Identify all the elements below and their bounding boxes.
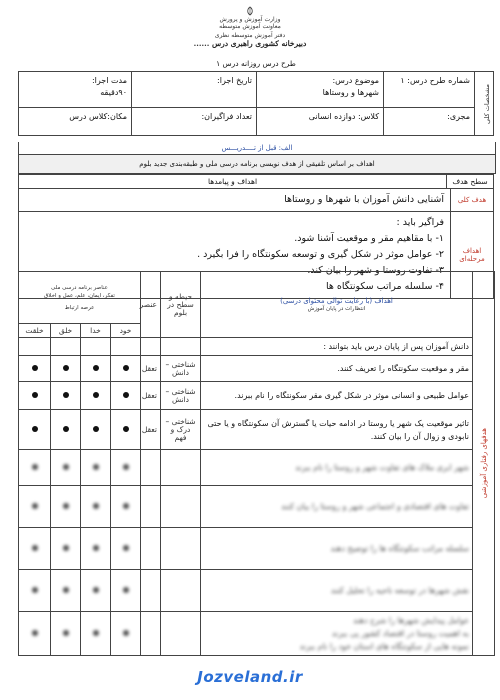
dim-mark: [81, 356, 111, 382]
blurred-line: عوامل پیدایش شهرها را شرح دهند: [353, 616, 469, 625]
header-office: دفتر آموزش متوسطه نظری: [214, 32, 286, 39]
bullet-dot-icon: [63, 365, 69, 371]
behavior-row-element: تعقل: [141, 356, 161, 382]
stage-goals-intro: فراگیر باید :: [396, 217, 444, 228]
grade-cell: [257, 108, 384, 136]
objectives-header: اهداف بر اساس تلفیقی از هدف نویسی برنامه درسی ملی و طبقه‌بندی جدید بلوم: [18, 155, 496, 174]
element-col-header: عنصر: [141, 272, 161, 338]
executor-label: مجری:: [447, 112, 470, 121]
target-level-label: سطح هدف: [447, 175, 494, 189]
behavioral-side-label: هدفهای رفتاری آموزشی: [479, 428, 488, 499]
behavior-row-element: تعقل: [141, 410, 161, 450]
objectives-col-header: [201, 272, 473, 338]
topic-label: موضوع درس:: [332, 76, 379, 85]
dim-mark: [19, 410, 51, 450]
bullet-dot-icon: [93, 392, 99, 398]
behavior-row-domain: شناختی – دانش: [161, 356, 201, 382]
dim-mark: [111, 356, 141, 382]
general-info-table: [18, 71, 494, 136]
duration-label: مدت اجرا:: [91, 76, 127, 85]
dim-self: خود: [111, 324, 141, 338]
stage-goal-item: ۲- عوامل موثر در شکل گیری و توسعه سکونتگاه را فرا بگیرد .: [197, 249, 444, 260]
dim-mark: [19, 382, 51, 410]
duration-cell: [19, 72, 132, 108]
behavior-row-text: تاثیر موقعیت یک شهر یا روستا در ادامه حیات یا گسترش آن سکونتگاه و یا حتی نابودی و زوال آن را بیان کنند.: [201, 410, 473, 450]
stage-goal-item: ۱- با مقاهیم مقر و موقعیت آشنا شود.: [294, 233, 444, 244]
dim-mark: [81, 410, 111, 450]
overall-goal-text: آشنایی دانش آموزان با شهرها و روستاها: [19, 189, 451, 212]
dim-mark: [111, 382, 141, 410]
dim-creation: خلقت: [19, 324, 51, 338]
goals-outcomes-label: اهداف و پیامدها: [19, 175, 447, 189]
dim-mark: [51, 410, 81, 450]
objectives-col-subtitle: انتظارات در پایان آموزش: [307, 305, 366, 312]
participants-label: تعداد فراگیران:: [201, 112, 252, 121]
stage-goal-item: ۴- سلسله مراتب سکونتگاه ها: [325, 281, 444, 292]
duration-value: ۹۰دقیقه: [100, 88, 127, 97]
bullet-dot-icon: [123, 426, 129, 432]
topic-value: شهرها و روستاها: [322, 88, 379, 97]
plan-title: طرح درس روزانه درس ۱: [216, 59, 296, 68]
place-cell: [19, 108, 132, 136]
site-watermark: Jozveland.ir: [197, 668, 303, 686]
national-col-header: [19, 272, 141, 324]
dim-mark: [81, 382, 111, 410]
date-label: تاریخ اجرا:: [217, 76, 252, 85]
national-col-title: عناصر برنامه درسی ملی: [51, 284, 108, 291]
behavioral-side: [473, 272, 495, 656]
blurred-line: به اهمیت روستا در اقتصاد کشور پی ببرند: [331, 629, 469, 638]
overall-goal-label: هدف کلی: [451, 189, 494, 212]
topic-cell: [257, 72, 384, 108]
dim-god: خدا: [81, 324, 111, 338]
dim-mark: [19, 356, 51, 382]
bullet-dot-icon: [63, 392, 69, 398]
place-label: مکان:کلاس درس: [69, 112, 127, 121]
bullet-dot-icon: [32, 365, 38, 371]
general-info-label: مشخصات کلی: [483, 83, 491, 124]
blurred-row-text: تفاوت های اقتصادی و اجتماعی شهر و روستا را بیان کنند: [201, 486, 473, 528]
bullet-dot-icon: [63, 426, 69, 432]
dim-people: خلق: [51, 324, 81, 338]
date-cell: [132, 72, 257, 108]
document-page: [6, 4, 494, 696]
participants-cell: [132, 108, 257, 136]
plan-number: شماره طرح درس: ۱: [400, 76, 470, 85]
stage-goal-item: ۳- تفاوت روستا و شهر را بیان کند.: [307, 265, 444, 276]
dim-mark: [111, 410, 141, 450]
document-header: [6, 4, 494, 56]
national-col-area: عرصه ارتباط: [64, 304, 95, 311]
blurred-row-text: سلسله مراتب سکونتگاه ها را توضیح دهند: [201, 528, 473, 570]
blurred-row-text: نقش شهرها در توسعه ناحیه را تحلیل کنند: [201, 570, 473, 612]
stage-goals-label: اهداف مرحله‌ای: [451, 212, 494, 299]
header-deputy: معاونت آموزش متوسطه: [219, 23, 281, 30]
dim-mark: [51, 382, 81, 410]
national-col-subtitle: تفکر، ایمان، علم، عمل و اخلاق: [44, 292, 115, 299]
general-info-side: [475, 72, 494, 136]
section-before-teaching: الف: قبل از تــــدریـــس: [18, 142, 496, 155]
bullet-dot-icon: [32, 392, 38, 398]
behavioral-objectives-table: [18, 271, 495, 656]
header-secretariat: دبیرخانه کشوری راهبری درس ......: [193, 39, 307, 48]
behavior-row-element: تعقل: [141, 382, 161, 410]
behavior-row-text: عوامل طبیعی و انسانی موثر در شکل گیری مقر سکونتگاه را نام ببرند.: [201, 382, 473, 410]
behavior-row-text: مقر و موقعیت سکونتگاه را تعریف کنند.: [201, 356, 473, 382]
behavior-row-domain: شناختی – درک و فهم: [161, 410, 201, 450]
plan-number-cell: [384, 72, 475, 108]
emblem-icon: [242, 6, 258, 16]
domain-col-header: حیطه و سطح در بلوم: [161, 272, 201, 338]
bullet-dot-icon: [123, 392, 129, 398]
blurred-row-text: [201, 612, 473, 656]
goals-header-table: [18, 174, 494, 189]
dim-mark: [51, 356, 81, 382]
behavior-row-domain: شناختی – دانش: [161, 382, 201, 410]
blurred-row-text: شهر ابری ملاک های تفاوت شهر و روستا را نام ببرند: [201, 450, 473, 486]
objectives-col-title: اهداف (با رعایت توالی محتوای درسی): [280, 296, 393, 305]
bullet-dot-icon: [32, 426, 38, 432]
bullet-dot-icon: [93, 426, 99, 432]
header-ministry: وزارت آموزش و پرورش: [219, 16, 281, 23]
behavior-intro: دانش آموزان پس از پایان درس باید بتوانند :: [201, 338, 473, 356]
executor-cell: [384, 108, 475, 136]
grade-label: کلاس: دوازده انسانی: [308, 112, 379, 121]
bullet-dot-icon: [93, 365, 99, 371]
bullet-dot-icon: [123, 365, 129, 371]
blurred-line: نمونه هایی از سکونتگاه های استان خود را نام ببرند: [299, 642, 469, 651]
